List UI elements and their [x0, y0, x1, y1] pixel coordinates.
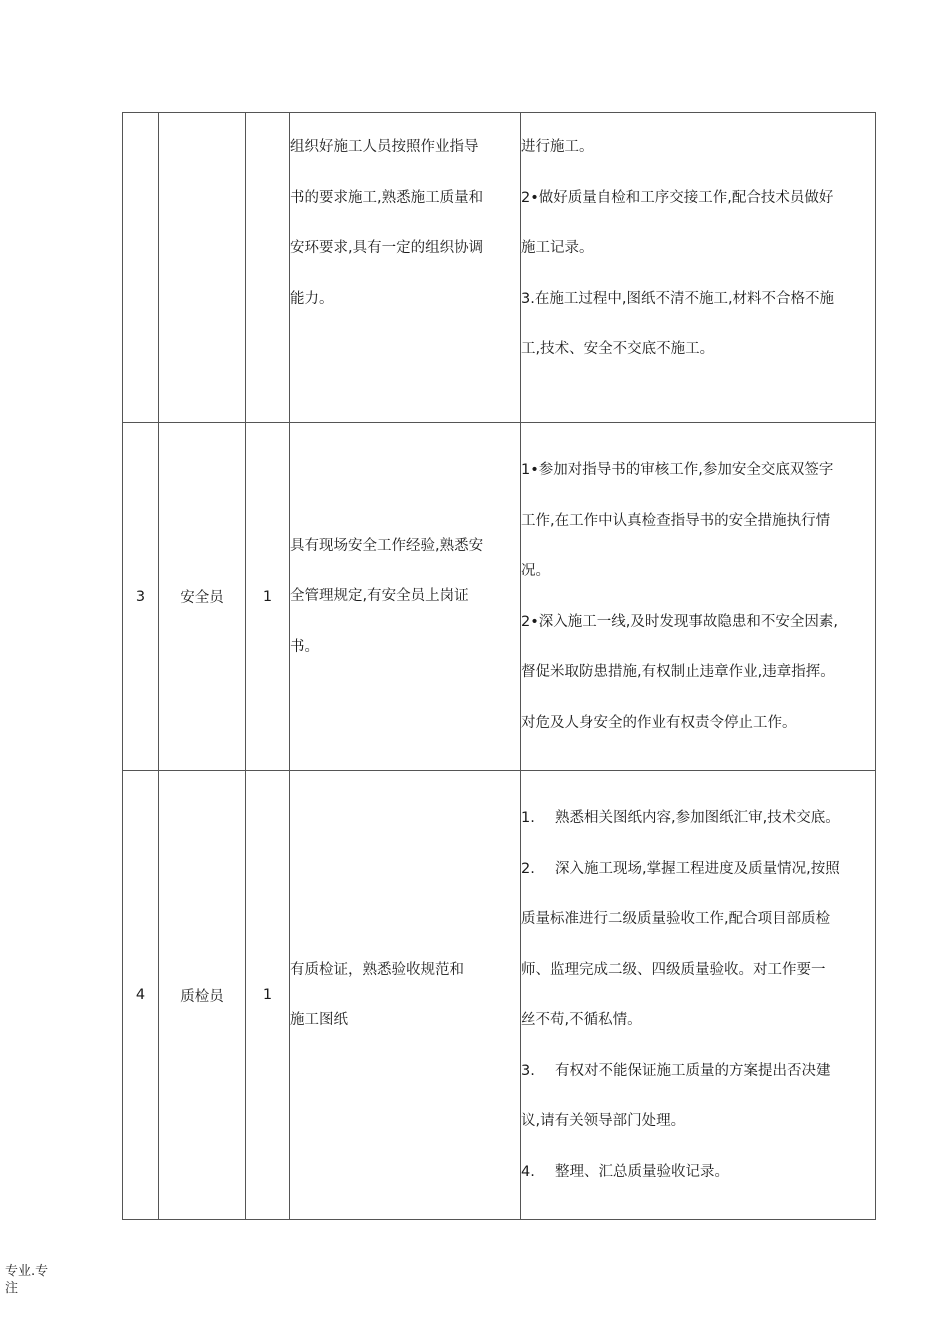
footer-line: 注: [5, 1281, 19, 1296]
requirement-line: 有质检证，熟悉验收规范和: [290, 961, 464, 978]
count-cell: 1: [246, 423, 290, 771]
requirement-line: 组织好施工人员按照作业指导: [290, 139, 479, 155]
duty-line: 质量标准进行二级质量验收工作,配合项目部质检: [521, 911, 831, 927]
requirement-line: 施工图纸: [290, 1012, 348, 1028]
requirement-cell: [290, 113, 521, 423]
table-row: [123, 771, 876, 1220]
duty-item-number: 4.: [521, 1163, 535, 1180]
duty-line: [521, 793, 875, 844]
duty-line: 督促米取防患措施,有权制止违章作业,违章指挥。: [521, 664, 835, 680]
duty-line: 3.在施工过程中,图纸不清不施工,材料不合格不施: [521, 290, 835, 307]
table-row: [123, 423, 876, 771]
duty-line: 工作,在工作中认真检查指导书的安全措施执行情: [521, 512, 831, 529]
count-cell: 1: [246, 771, 290, 1220]
requirement-line: 书。: [290, 638, 319, 655]
duty-line: 丝不苟,不循私情。: [521, 1012, 642, 1028]
duty-line: [521, 1046, 875, 1097]
duty-line: 议,请有关领导部门处理。: [521, 1113, 686, 1129]
count-cell: [246, 113, 290, 423]
duty-item-number: 3.: [521, 1062, 535, 1079]
requirement-cell: [290, 771, 521, 1220]
duty-line: 2•深入施工一线,及时发现事故隐患和不安全因素,: [521, 613, 838, 630]
duty-item-number: 2.: [521, 860, 535, 877]
requirement-line: 书的要求施工,熟悉施工质量和: [290, 189, 484, 206]
duty-item-text: 整理、汇总质量验收记录。: [555, 1163, 729, 1180]
row-number-cell: 3: [123, 423, 159, 771]
duty-line: [521, 844, 875, 895]
duty-line: 工,技术、安全不交底不施工。: [521, 341, 715, 357]
role-cell: 安全员: [159, 423, 246, 771]
duty-item-number: 1.: [521, 810, 535, 826]
requirement-line: 全管理规定,有安全员上岗证: [290, 588, 469, 605]
row-number-cell: 4: [123, 771, 159, 1220]
duty-line: 1•参加对指导书的审核工作,参加安全交底双签字: [521, 462, 834, 478]
requirement-cell: [290, 423, 521, 771]
duty-cell: [521, 113, 876, 423]
role-cell: [159, 113, 246, 423]
table-row: [123, 113, 876, 423]
duty-line: 对危及人身安全的作业有权责令停止工作。: [521, 714, 797, 731]
duty-item-text: 熟悉相关图纸内容,参加图纸汇审,技术交底。: [555, 810, 840, 826]
duty-cell: [521, 423, 876, 771]
duty-line: 进行施工。: [521, 139, 594, 155]
staff-duties-table: [122, 112, 876, 1220]
requirement-line: 能力。: [290, 290, 334, 307]
duty-line: [521, 1147, 875, 1198]
duty-line: 2•做好质量自检和工序交接工作,配合技术员做好: [521, 189, 834, 206]
page-footer: [5, 1263, 48, 1297]
requirement-line: 安环要求,具有一定的组织协调: [290, 240, 484, 256]
requirement-line: 具有现场安全工作经验,熟悉安: [290, 537, 484, 554]
duty-line: 施工记录。: [521, 240, 594, 256]
duty-line: 况。: [521, 563, 550, 579]
duty-item-text: 有权对不能保证施工质量的方案提出否决建: [555, 1062, 831, 1079]
row-number-cell: [123, 113, 159, 423]
duty-item-text: 深入施工现场,掌握工程进度及质量情况,按照: [555, 860, 840, 877]
role-cell: 质检员: [159, 771, 246, 1220]
duty-line: 师、监理完成二级、四级质量验收。对工作要一: [521, 961, 826, 978]
duty-cell: [521, 771, 876, 1220]
footer-line: 专业.专: [5, 1264, 49, 1279]
